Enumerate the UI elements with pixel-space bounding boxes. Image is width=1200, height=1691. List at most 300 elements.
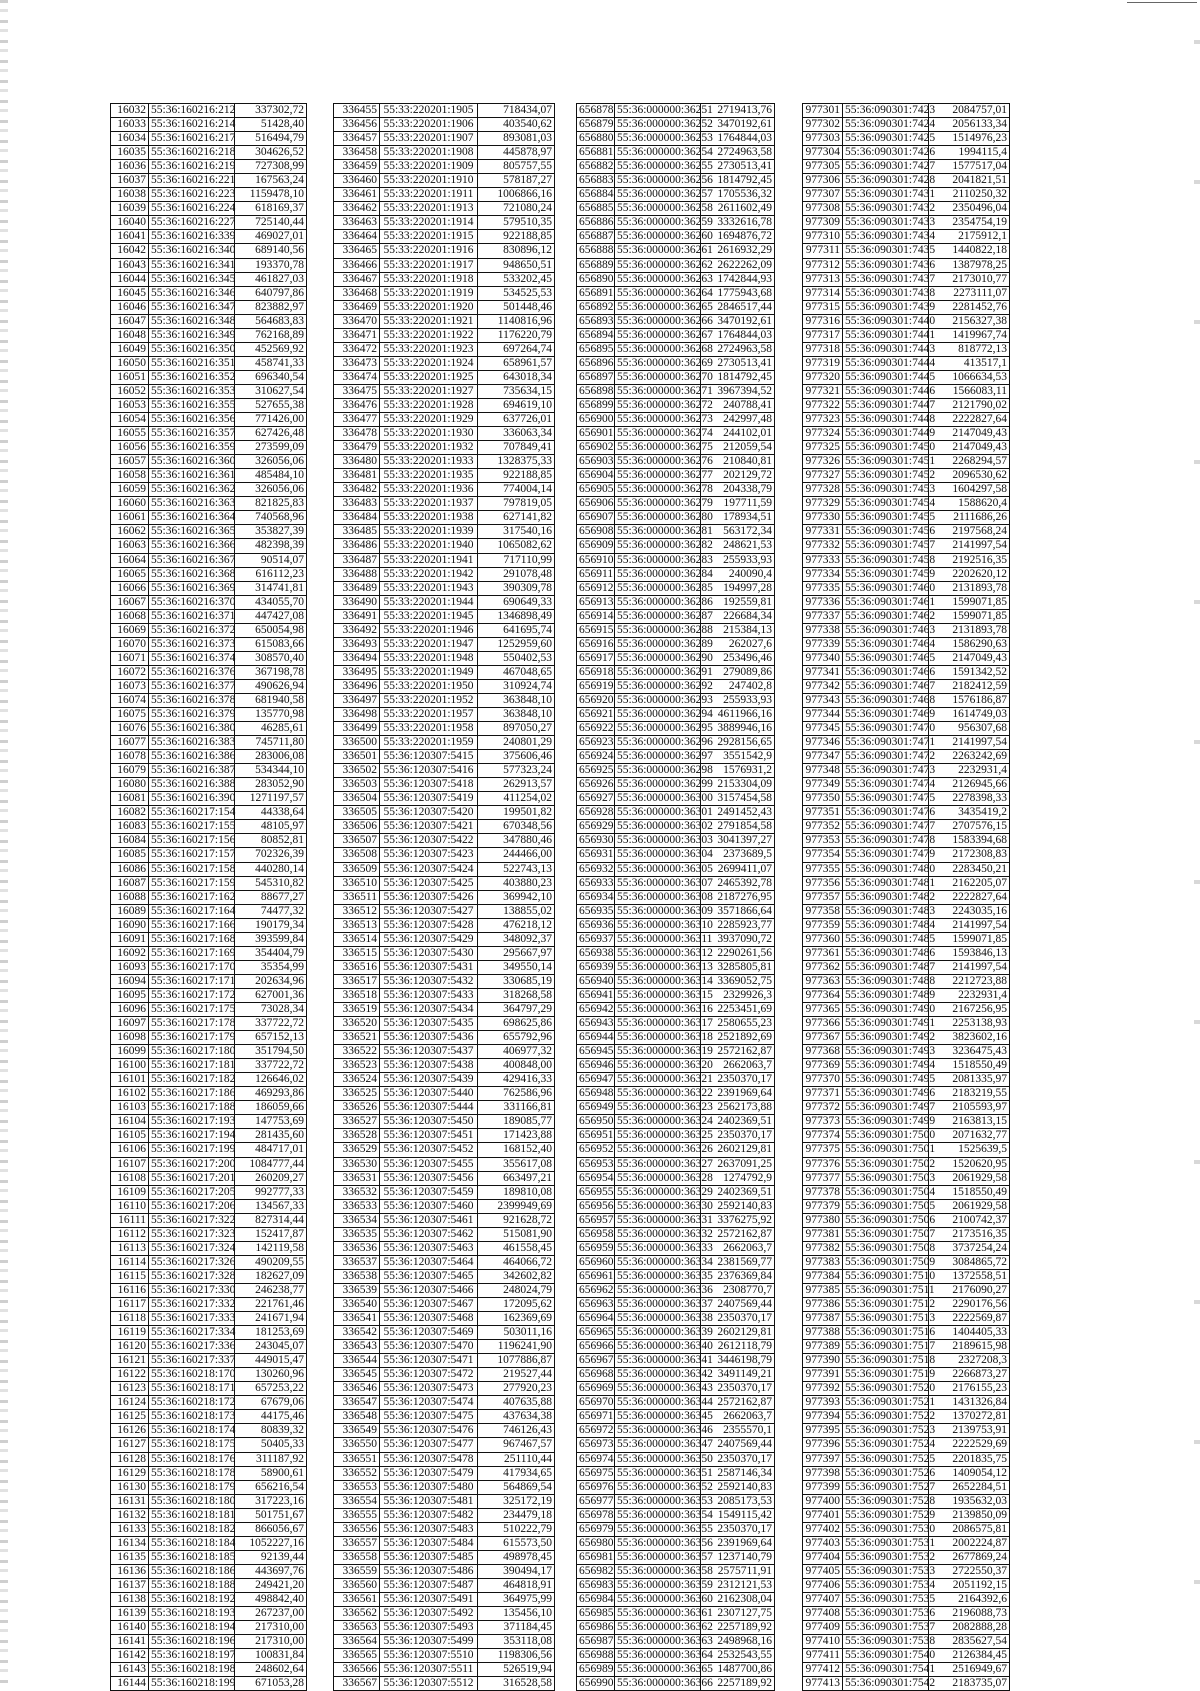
table-row [111,834,307,848]
cadastral-number: 55:36:120307:5486 [380,1564,478,1578]
row-number: 656957 [577,1213,615,1227]
table-row [334,918,555,932]
row-number: 656936 [577,918,615,932]
table-row [803,118,1010,132]
table-row [577,932,775,946]
area-value: 627141,82 [478,511,555,525]
cadastral-number: 55:36:000000:36325 [615,1129,701,1143]
row-number: 16105 [111,1129,149,1143]
table-row [577,104,775,118]
cadastral-number: 55:36:120307:5421 [380,820,478,834]
row-number: 656941 [577,988,615,1002]
cadastral-number: 55:36:090301:7427 [843,160,929,174]
area-value: 2041821,51 [929,174,1010,188]
area-value: 1006866,16 [478,188,555,202]
row-number: 977388 [803,1326,843,1340]
area-value: 50405,33 [235,1438,307,1452]
area-value: 447427,08 [235,609,307,623]
table-row [334,637,555,651]
row-number: 977373 [803,1115,843,1129]
area-value: 643018,34 [478,370,555,384]
table-row [334,1340,555,1354]
table-row [577,1255,775,1269]
row-number: 336563 [334,1621,380,1635]
cadastral-number: 55:36:120307:5463 [380,1241,478,1255]
area-value: 240090,4 [701,567,775,581]
row-number: 336565 [334,1649,380,1663]
area-value: 212059,54 [701,441,775,455]
area-value: 550402,53 [478,651,555,665]
cadastral-number: 55:33:220201:1950 [380,679,478,693]
table-row [111,258,307,272]
area-value: 1604297,58 [929,483,1010,497]
area-value: 670348,56 [478,820,555,834]
table-row [803,595,1010,609]
cadastral-number: 55:36:160217:324 [149,1241,235,1255]
cadastral-number: 55:36:000000:36290 [615,651,701,665]
row-number: 656979 [577,1522,615,1536]
cadastral-number: 55:36:090301:7526 [843,1466,929,1480]
cadastral-number: 55:33:220201:1913 [380,202,478,216]
cadastral-number: 55:36:160217:330 [149,1283,235,1297]
area-value: 484717,01 [235,1143,307,1157]
row-number: 977335 [803,581,843,595]
table-row [803,974,1010,988]
table-row [577,300,775,314]
cadastral-number: 55:36:000000:36277 [615,469,701,483]
area-value: 1599071,85 [929,595,1010,609]
table-row [111,1045,307,1059]
row-number: 16100 [111,1059,149,1073]
area-value: 967467,57 [478,1438,555,1452]
cadastral-number: 55:36:160217:186 [149,1087,235,1101]
row-number: 656898 [577,384,615,398]
table-row [577,1480,775,1494]
area-value: 326056,06 [235,483,307,497]
cadastral-number: 55:36:090301:7509 [843,1255,929,1269]
row-number: 16102 [111,1087,149,1101]
row-number: 336479 [334,441,380,455]
area-value: 262027,6 [701,637,775,651]
area-value: 2100742,37 [929,1213,1010,1227]
row-number: 656907 [577,511,615,525]
cadastral-number: 55:36:000000:36261 [615,244,701,258]
area-value: 2051192,15 [929,1578,1010,1592]
row-number: 16143 [111,1663,149,1677]
area-value: 2355570,1 [701,1424,775,1438]
cadastral-number: 55:36:120307:5418 [380,778,478,792]
row-number: 977402 [803,1522,843,1536]
cadastral-number: 55:36:160218:180 [149,1494,235,1508]
cadastral-number: 55:36:090301:7432 [843,202,929,216]
cadastral-number: 55:36:090301:7456 [843,525,929,539]
area-value: 2164392,6 [929,1592,1010,1606]
table-row [111,665,307,679]
table-row [111,1508,307,1522]
cadastral-number: 55:36:090301:7512 [843,1297,929,1311]
table-row [334,286,555,300]
cadastral-number: 55:36:120307:5512 [380,1677,478,1691]
area-value: 246238,77 [235,1283,307,1297]
area-value: 2232931,4 [929,764,1010,778]
table-row [111,736,307,750]
row-number: 16119 [111,1326,149,1340]
cadastral-number: 55:36:000000:36334 [615,1255,701,1269]
row-number: 16034 [111,132,149,146]
row-number: 656960 [577,1255,615,1269]
area-value: 893081,03 [478,132,555,146]
area-value: 295667,97 [478,946,555,960]
table-row [803,1185,1010,1199]
row-number: 977374 [803,1129,843,1143]
register-table-4 [802,103,1010,1691]
row-number: 656884 [577,188,615,202]
table-row [803,1017,1010,1031]
cadastral-number: 55:36:000000:36313 [615,960,701,974]
area-value: 2350370,17 [701,1312,775,1326]
area-value: 797819,05 [478,497,555,511]
table-row [577,778,775,792]
row-number: 16062 [111,525,149,539]
table-row [111,1101,307,1115]
cadastral-number: 55:36:000000:36264 [615,286,701,300]
cadastral-number: 55:33:220201:1906 [380,118,478,132]
area-value: 44175,46 [235,1410,307,1424]
row-number: 656944 [577,1031,615,1045]
table-row [803,946,1010,960]
area-value: 215384,13 [701,623,775,637]
row-number: 977381 [803,1227,843,1241]
row-number: 977306 [803,174,843,188]
area-value: 1372558,51 [929,1269,1010,1283]
area-value: 240801,29 [478,736,555,750]
table-row [577,567,775,581]
row-number: 977323 [803,413,843,427]
area-value: 694619,10 [478,398,555,412]
area-value: 821825,83 [235,497,307,511]
cadastral-number: 55:36:000000:36332 [615,1227,701,1241]
cadastral-number: 55:36:120307:5452 [380,1143,478,1157]
row-number: 16140 [111,1621,149,1635]
table-row [334,1297,555,1311]
area-value: 171423,88 [478,1129,555,1143]
table-row [111,1059,307,1073]
cadastral-number: 55:36:000000:36257 [615,188,701,202]
cadastral-number: 55:36:090301:7428 [843,174,929,188]
row-number: 977369 [803,1059,843,1073]
area-value: 2147049,43 [929,651,1010,665]
area-value: 202129,72 [701,469,775,483]
cadastral-number: 55:36:000000:36328 [615,1171,701,1185]
row-number: 977413 [803,1677,843,1691]
row-number: 336473 [334,356,380,370]
cadastral-number: 55:36:000000:36276 [615,455,701,469]
table-row [803,1368,1010,1382]
table-row [334,1073,555,1087]
area-value: 1705536,32 [701,188,775,202]
area-value: 516494,79 [235,132,307,146]
cadastral-number: 55:33:220201:1915 [380,230,478,244]
area-value: 167563,24 [235,174,307,188]
table-row [334,862,555,876]
table-row [111,946,307,960]
area-value: 2183735,07 [929,1677,1010,1691]
row-number: 656969 [577,1382,615,1396]
table-row [334,1059,555,1073]
table-row [334,651,555,665]
cadastral-number: 55:36:090301:7434 [843,230,929,244]
area-value: 2637091,25 [701,1157,775,1171]
table-row [577,539,775,553]
table-row [334,216,555,230]
area-value: 138855,02 [478,904,555,918]
row-number: 656922 [577,722,615,736]
cadastral-number: 55:36:160217:199 [149,1143,235,1157]
table-row [334,820,555,834]
row-number: 336523 [334,1059,380,1073]
row-number: 16044 [111,272,149,286]
table-row [111,1480,307,1494]
area-value: 2572162,87 [701,1227,775,1241]
area-value: 336063,34 [478,427,555,441]
table-row [334,1185,555,1199]
cadastral-number: 55:36:090301:7475 [843,792,929,806]
row-number: 977337 [803,609,843,623]
area-value: 406977,32 [478,1045,555,1059]
row-number: 656887 [577,230,615,244]
area-value: 234479,18 [478,1508,555,1522]
row-number: 16081 [111,792,149,806]
row-number: 16078 [111,750,149,764]
table-row [803,806,1010,820]
cadastral-number: 55:36:120307:5483 [380,1522,478,1536]
row-number: 16080 [111,778,149,792]
row-number: 16121 [111,1354,149,1368]
table-row [111,1115,307,1129]
cadastral-number: 55:36:090301:7518 [843,1354,929,1368]
row-number: 16067 [111,595,149,609]
row-number: 977372 [803,1101,843,1115]
cadastral-number: 55:36:000000:36269 [615,356,701,370]
table-row [111,1143,307,1157]
table-row [577,609,775,623]
row-number: 977358 [803,904,843,918]
cadastral-number: 55:36:000000:36280 [615,511,701,525]
table-row [334,328,555,342]
cadastral-number: 55:33:220201:1948 [380,651,478,665]
cadastral-number: 55:36:090301:7536 [843,1607,929,1621]
row-number: 977327 [803,469,843,483]
row-number: 336531 [334,1171,380,1185]
table-row [803,679,1010,693]
cadastral-number: 55:36:000000:36302 [615,820,701,834]
cadastral-number: 55:36:160217:194 [149,1129,235,1143]
row-number: 656920 [577,693,615,707]
area-value: 2105593,97 [929,1101,1010,1115]
row-number: 656963 [577,1297,615,1311]
table-row [803,862,1010,876]
table-row [577,581,775,595]
row-number: 16139 [111,1607,149,1621]
row-number: 16136 [111,1564,149,1578]
table-row [334,1087,555,1101]
table-row [111,890,307,904]
table-row [334,160,555,174]
area-value: 242997,48 [701,413,775,427]
table-row [577,1129,775,1143]
row-number: 656888 [577,244,615,258]
area-value: 1159478,10 [235,188,307,202]
row-number: 977318 [803,342,843,356]
row-number: 336549 [334,1424,380,1438]
row-number: 656929 [577,820,615,834]
cadastral-number: 55:36:000000:36255 [615,160,701,174]
area-value: 657152,13 [235,1031,307,1045]
area-value: 740568,96 [235,511,307,525]
row-number: 656977 [577,1494,615,1508]
row-number: 977404 [803,1550,843,1564]
cadastral-number: 55:36:090301:7426 [843,146,929,160]
row-number: 977403 [803,1536,843,1550]
row-number: 16103 [111,1101,149,1115]
table-row [577,974,775,988]
area-value: 1520620,95 [929,1157,1010,1171]
row-number: 16127 [111,1438,149,1452]
row-number: 16065 [111,567,149,581]
table-row [334,988,555,1002]
row-number: 656923 [577,736,615,750]
area-value: 663497,21 [478,1171,555,1185]
cadastral-number: 55:36:090301:7541 [843,1663,929,1677]
area-value: 168152,40 [478,1143,555,1157]
area-value: 249421,20 [235,1578,307,1592]
row-number: 336510 [334,876,380,890]
row-number: 336500 [334,736,380,750]
cadastral-number: 55:36:000000:36320 [615,1059,701,1073]
table-row [111,300,307,314]
row-number: 656962 [577,1283,615,1297]
cadastral-number: 55:36:120307:5439 [380,1073,478,1087]
cadastral-number: 55:36:090301:7506 [843,1213,929,1227]
area-value: 262913,57 [478,778,555,792]
cadastral-number: 55:36:000000:36304 [615,848,701,862]
cadastral-number: 55:36:120307:5480 [380,1480,478,1494]
area-value: 2602129,81 [701,1143,775,1157]
cadastral-number: 55:36:090301:7493 [843,1045,929,1059]
cadastral-number: 55:36:090301:7495 [843,1073,929,1087]
cadastral-number: 55:36:000000:36298 [615,764,701,778]
area-value: 403880,23 [478,876,555,890]
table-row [111,1663,307,1677]
table-row [334,1269,555,1283]
row-number: 16084 [111,834,149,848]
area-value: 2602129,81 [701,1326,775,1340]
table-row [111,1536,307,1550]
row-number: 977348 [803,764,843,778]
cadastral-number: 55:36:000000:36344 [615,1396,701,1410]
row-number: 977362 [803,960,843,974]
area-value: 2192516,35 [929,553,1010,567]
cadastral-number: 55:36:000000:36336 [615,1283,701,1297]
cadastral-number: 55:36:160218:182 [149,1522,235,1536]
cadastral-number: 55:36:090301:7458 [843,553,929,567]
table-row [803,1213,1010,1227]
cadastral-number: 55:33:220201:1921 [380,314,478,328]
table-row [111,398,307,412]
area-value: 702326,39 [235,848,307,862]
table-row [111,904,307,918]
cadastral-number: 55:36:160218:192 [149,1592,235,1606]
area-value: 221761,46 [235,1297,307,1311]
row-number: 336558 [334,1550,380,1564]
area-value: 3376275,92 [701,1213,775,1227]
row-number: 977393 [803,1396,843,1410]
area-value: 2126945,66 [929,778,1010,792]
row-number: 656878 [577,104,615,118]
area-value: 193370,78 [235,258,307,272]
cadastral-number: 55:36:160217:334 [149,1326,235,1340]
row-number: 16108 [111,1171,149,1185]
area-value: 1764844,03 [701,132,775,146]
table-row [111,1578,307,1592]
cadastral-number: 55:36:090301:7532 [843,1550,929,1564]
row-number: 656904 [577,469,615,483]
cadastral-number: 55:36:000000:36300 [615,792,701,806]
area-value: 248602,64 [235,1663,307,1677]
cadastral-number: 55:36:090301:7540 [843,1649,929,1663]
area-value: 2121790,02 [929,398,1010,412]
area-value: 251110,44 [478,1452,555,1466]
cadastral-number: 55:36:160218:178 [149,1466,235,1480]
cadastral-number: 55:36:000000:36272 [615,398,701,412]
row-number: 656955 [577,1185,615,1199]
row-number: 16090 [111,918,149,932]
table-row [577,413,775,427]
cadastral-number: 55:36:090301:7502 [843,1157,929,1171]
table-row [334,104,555,118]
table-row [577,904,775,918]
table-row [334,539,555,553]
cadastral-number: 55:36:090301:7453 [843,483,929,497]
cadastral-number: 55:36:000000:36295 [615,722,701,736]
area-value: 707849,41 [478,441,555,455]
cadastral-number: 55:36:160216:219 [149,160,235,174]
cadastral-number: 55:36:160216:377 [149,679,235,693]
cadastral-number: 55:36:000000:36253 [615,132,701,146]
row-number: 977409 [803,1621,843,1635]
row-number: 16095 [111,988,149,1002]
row-number: 656893 [577,314,615,328]
cadastral-number: 55:36:160216:351 [149,356,235,370]
cadastral-number: 55:36:120307:5432 [380,974,478,988]
cadastral-number: 55:36:090301:7465 [843,651,929,665]
cadastral-number: 55:36:000000:36267 [615,328,701,342]
cadastral-number: 55:36:090301:7530 [843,1522,929,1536]
row-number: 16063 [111,539,149,553]
table-row [334,1031,555,1045]
table-row [111,427,307,441]
cadastral-number: 55:36:000000:36347 [615,1438,701,1452]
cadastral-number: 55:36:160216:218 [149,146,235,160]
table-row [803,1522,1010,1536]
area-value: 650054,98 [235,623,307,637]
row-number: 16086 [111,862,149,876]
table-row [803,792,1010,806]
table-row [803,764,1010,778]
row-number: 16132 [111,1508,149,1522]
row-number: 336516 [334,960,380,974]
cadastral-number: 55:36:120307:5469 [380,1326,478,1340]
